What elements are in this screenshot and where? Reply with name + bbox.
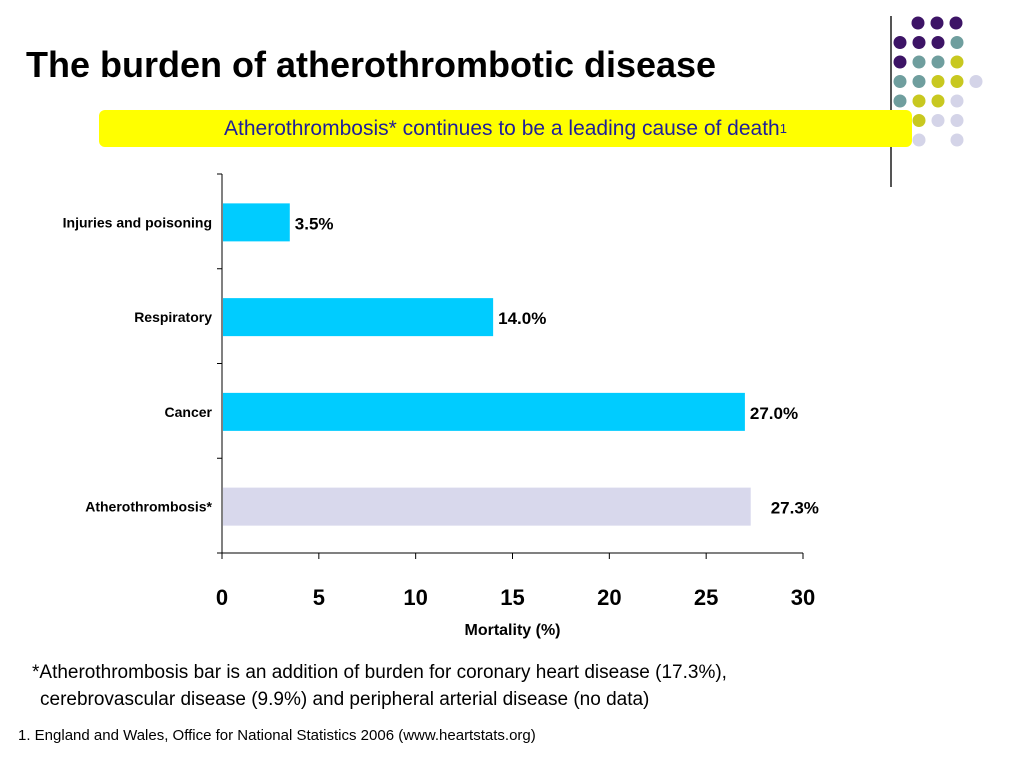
x-tick-label: 20 [597, 585, 622, 610]
data-label: 27.0% [749, 403, 799, 423]
category-label: Cancer [164, 403, 212, 420]
category-label: Injuries and poisoning [62, 214, 212, 231]
slide-title: The burden of atherothrombotic disease [26, 44, 717, 85]
source-citation: 1. England and Wales, Office for National Statistics 2006 (www.heartstats.org) [18, 727, 536, 744]
footnote-line-1: *Atherothrombosis bar is an addition of burden for coronary heart disease (17.3%), [32, 662, 727, 683]
subtitle-reference: 1 [779, 121, 787, 136]
x-tick-label: 15 [500, 585, 525, 610]
x-tick-label: 10 [403, 585, 428, 610]
x-tick-label: 25 [693, 585, 719, 610]
bar [223, 393, 745, 431]
x-axis-title: Mortality (%) [464, 622, 561, 639]
data-label: 27.3% [770, 498, 819, 518]
data-label: 3.5% [294, 214, 334, 234]
category-label: Respiratory [134, 309, 212, 326]
subtitle-text: Atherothrombosis* continues to be a leading cause of death [224, 116, 780, 140]
bar [223, 298, 493, 336]
footnote-line-2: cerebrovascular disease (9.9%) and peripheral arterial disease (no data) [40, 689, 650, 710]
footnote [32, 659, 932, 713]
x-tick-label: 0 [215, 585, 229, 610]
data-label: 14.0% [498, 309, 547, 329]
category-label: Atherothrombosis* [85, 498, 212, 515]
x-tick-label: 5 [312, 585, 325, 610]
bar [223, 488, 751, 526]
bar [223, 203, 290, 241]
x-tick-label: 30 [790, 585, 816, 610]
